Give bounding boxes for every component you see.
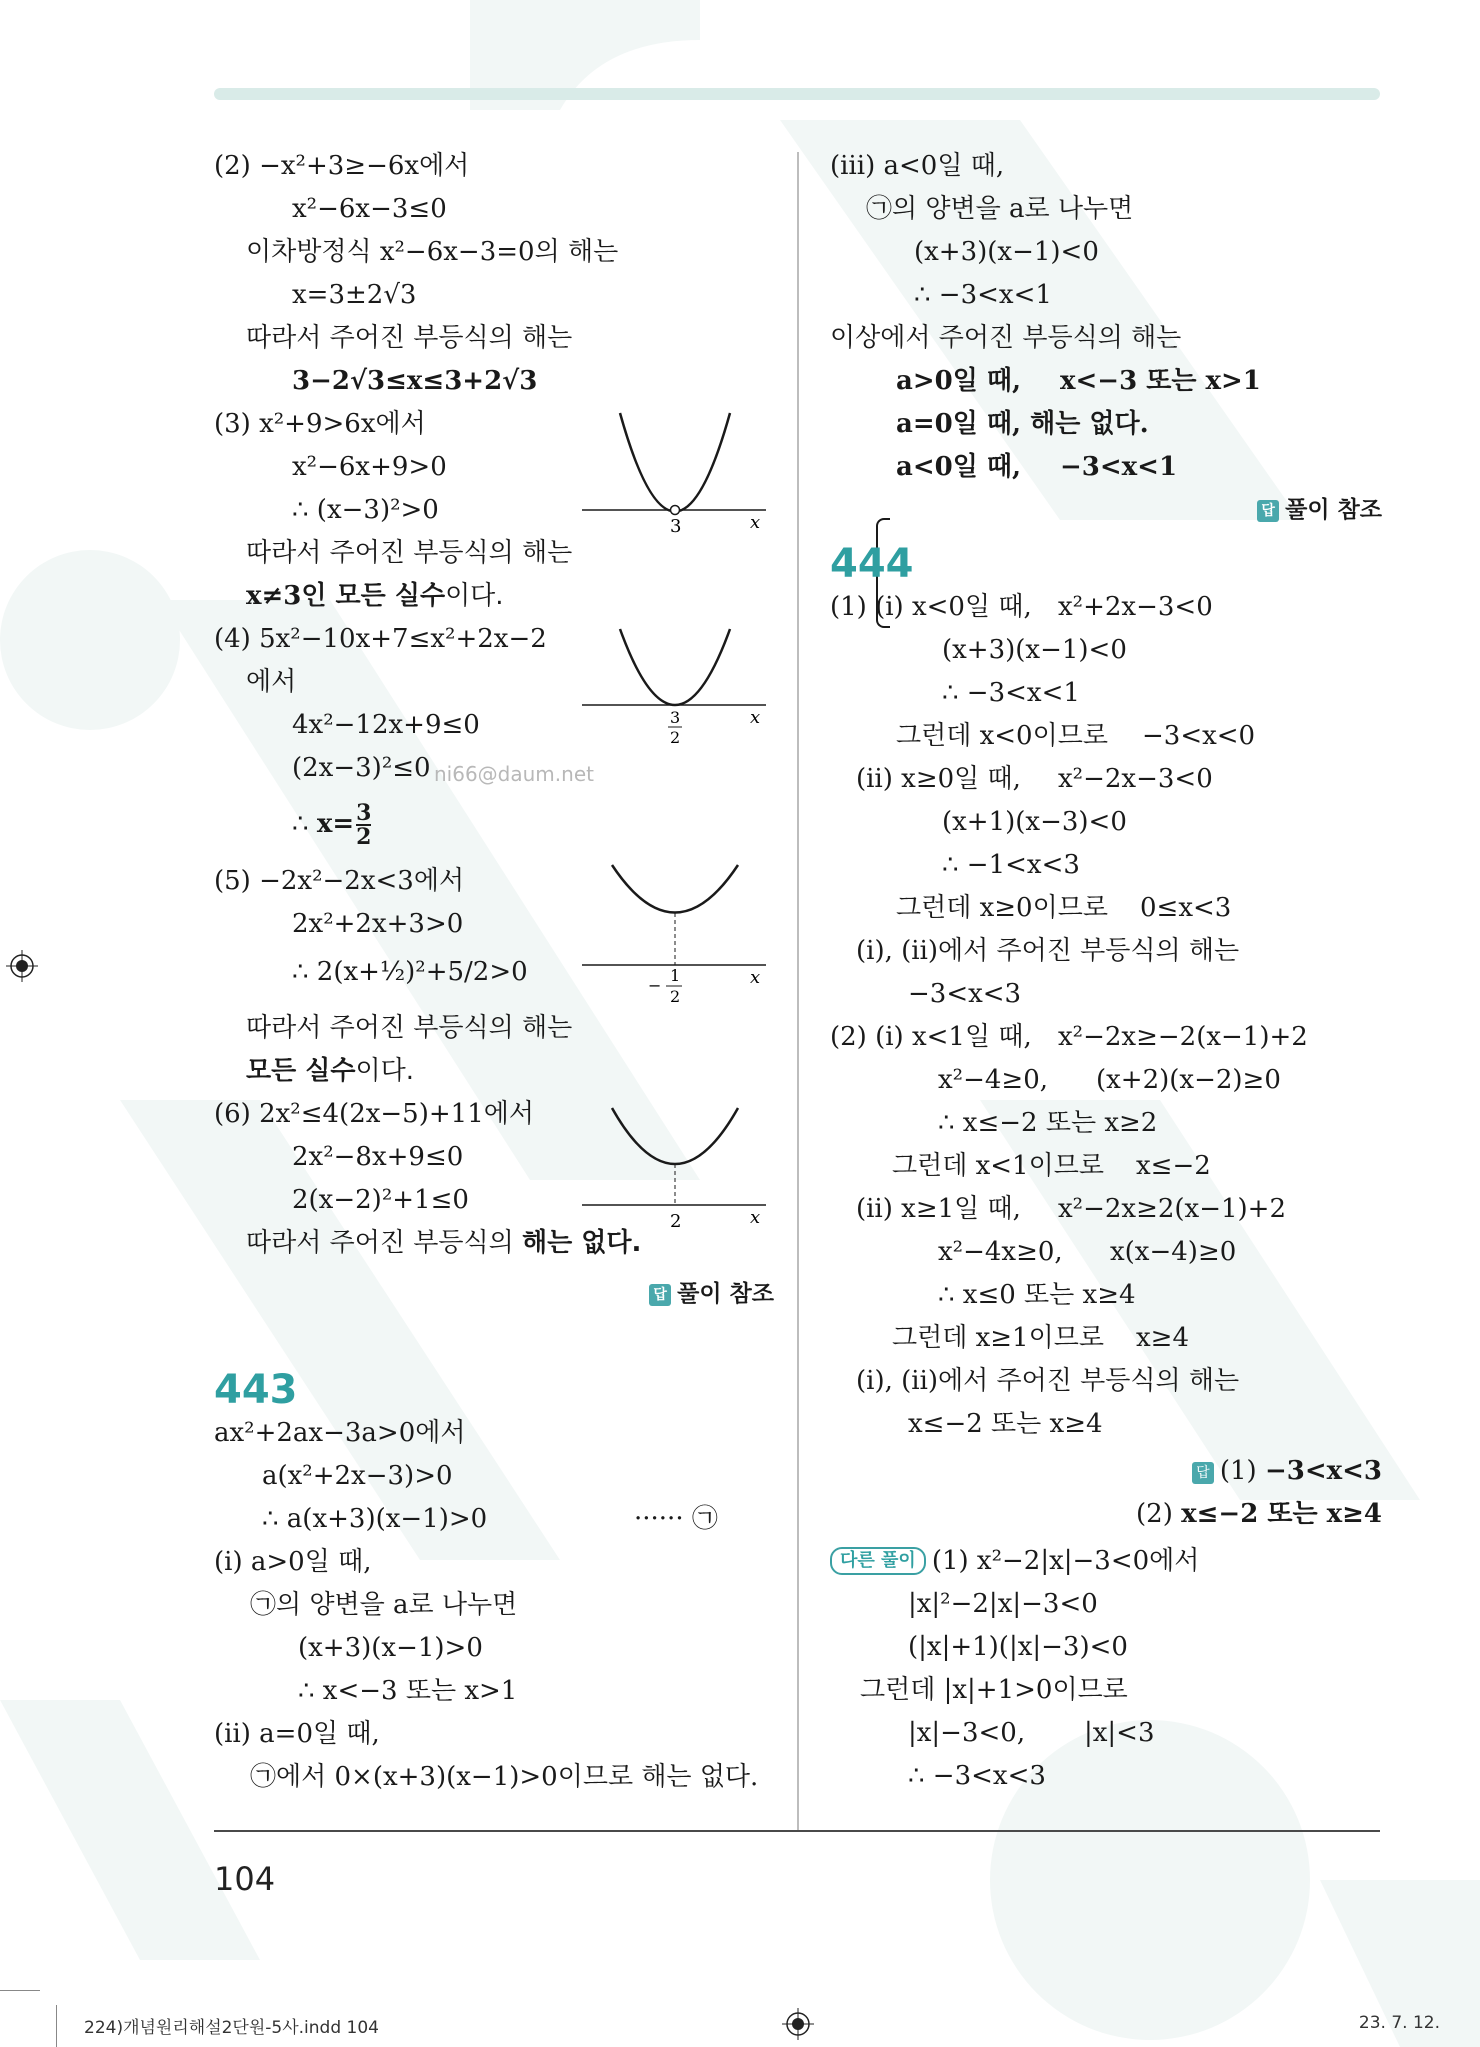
problem-5-heading: (5) −2x²−2x<3에서 [214, 866, 465, 896]
answer-part-value: −3<x<3 [1264, 1456, 1382, 1486]
q444-line: (x+3)(x−1)<0 [942, 635, 1127, 665]
q443-line: a(x²+2x−3)>0 [262, 1461, 453, 1491]
answer-part-label: (2) [1136, 1499, 1182, 1529]
solution-prefix: 따라서 주어진 부등식의 [246, 1228, 522, 1258]
parabola-graph-6 [580, 1100, 770, 1235]
parabola-graph-5 [580, 855, 770, 1005]
alt-solution-heading [830, 1545, 1199, 1577]
q444-line: x²−2x≥−2(x−1)+2 [1058, 1022, 1308, 1052]
q444-line: ∴ −1<x<3 [942, 850, 1080, 880]
summary-case-1: a>0일 때, [896, 366, 1022, 396]
q444-line: (x+2)(x−2)≥0 [1096, 1065, 1281, 1095]
parabola-graph-3 [580, 405, 770, 535]
problem-5-line: 따라서 주어진 부등식의 해는 [246, 1013, 573, 1043]
problem-2-line: x²−6x−3≤0 [292, 194, 447, 224]
bottom-rule [214, 1830, 1380, 1832]
problem-3-solution [246, 580, 504, 612]
answer-ref-right [1257, 494, 1382, 526]
q444-line: 그런데 x≥1이므로 [892, 1323, 1104, 1353]
q444-line: 그런데 x<1이므로 [892, 1151, 1104, 1181]
q444-line: x≤−2 또는 x≥4 [908, 1409, 1103, 1439]
answer-icon: 답 [1192, 1462, 1214, 1484]
problem-4-line: (2x−3)²≤0 [292, 753, 431, 783]
graph-tick-minus: − [648, 976, 662, 995]
solution-bold: 해는 없다. [521, 1228, 642, 1258]
solution-suffix: 이다. [445, 581, 504, 611]
summary-case-2: a=0일 때, 해는 없다. [896, 409, 1149, 439]
summary-case-3: a<0일 때, [896, 452, 1022, 482]
q444-line: 그런데 x<0이므로 [896, 721, 1108, 751]
problem-4-solution [292, 802, 371, 848]
summary-case-1-result: x<−3 또는 x>1 [1060, 366, 1261, 396]
graph-axis-label: x [750, 967, 761, 988]
problem-3-line: x²−6x+9>0 [292, 452, 447, 482]
case-3-heading: (ⅲ) a<0일 때, [830, 151, 1005, 181]
problem-5-line: ∴ 2(x+½)²+5/2>0 [292, 957, 528, 987]
answer-text: 풀이 참조 [1285, 497, 1382, 523]
fraction-numerator: 3 [356, 800, 372, 826]
email-watermark: ni66@daum.net [434, 762, 594, 786]
answer-text: 풀이 참조 [677, 1281, 774, 1307]
answer-444-part2 [1136, 1498, 1382, 1530]
q443-line: (x+3)(x−1)>0 [298, 1633, 483, 1663]
solution-suffix: 이다. [355, 1056, 415, 1086]
q444-line: (ⅱ) x≥1일 때, [856, 1194, 1021, 1224]
registration-mark-icon [782, 2008, 814, 2040]
solution-bold: x≠3인 모든 실수 [246, 581, 446, 611]
graph-tick-denominator: 2 [670, 987, 681, 1005]
footer-filename: 224)개념원리해설2단원-5사.indd 104 [84, 2018, 379, 2038]
therefore: ∴ [292, 809, 317, 839]
problem-6-line: 2(x−2)²+1≤0 [292, 1185, 469, 1215]
q443-line: ax²+2ax−3a>0에서 [214, 1418, 466, 1448]
crop-mark [0, 1990, 40, 1991]
solution-bold: 모든 실수 [246, 1056, 356, 1086]
q444-line: x≤−2 [1136, 1151, 1211, 1181]
problem-2-solution: 3−2√3≤x≤3+2√3 [292, 366, 538, 396]
crop-mark [56, 2005, 57, 2047]
q444-line: −3<x<3 [908, 979, 1022, 1009]
problem-3-line: ∴ (x−3)²>0 [292, 495, 439, 525]
q444-line: x²−2x−3<0 [1058, 764, 1213, 794]
alt-solution-line: |x|<3 [1084, 1718, 1155, 1748]
fraction-denominator: 2 [356, 824, 372, 850]
q444-line: ∴ x≤0 또는 x≥4 [938, 1280, 1136, 1310]
graph-tick-numerator: 1 [670, 966, 681, 985]
graph-tick-label: 2 [670, 1211, 682, 1232]
answer-part-value: x≤−2 또는 x≥4 [1181, 1499, 1382, 1529]
header-band [214, 88, 1380, 100]
alt-solution-line: |x|−3<0, [908, 1718, 1026, 1748]
problem-6-line: 2x²−8x+9≤0 [292, 1142, 464, 1172]
problem-4-line: 에서 [246, 667, 297, 697]
summary-case-3-result: −3<x<1 [1060, 452, 1178, 482]
alt-solution-line: ∴ −3<x<3 [908, 1761, 1046, 1791]
answer-444-part1 [1192, 1455, 1382, 1487]
problem-3-heading: (3) x²+9>6x에서 [214, 409, 426, 439]
problem-2-heading: (2) −x²+3≥−6x에서 [214, 151, 470, 181]
q444-line: x²+2x−3<0 [1058, 592, 1213, 622]
registration-mark-icon [6, 950, 38, 982]
q444-line: (ⅰ), (ⅱ)에서 주어진 부등식의 해는 [856, 1366, 1240, 1396]
alt-solution-line: (|x|+1)(|x|−3)<0 [908, 1632, 1128, 1662]
answer-part-label: (1) [1219, 1456, 1265, 1486]
graph-axis-label: x [750, 1207, 761, 1228]
q444-line: ∴ x≤−2 또는 x≥2 [938, 1108, 1158, 1138]
q444-line: x≥4 [1136, 1323, 1189, 1353]
problem-5-line: 2x²+2x+3>0 [292, 909, 464, 939]
q443-line: (ⅰ) a>0일 때, [214, 1547, 372, 1577]
q444-line: x(x−4)≥0 [1110, 1237, 1237, 1267]
q444-line: ∴ −3<x<1 [942, 678, 1080, 708]
case-3-line: ㉠의 양변을 a로 나누면 [866, 194, 1134, 224]
solution-bold: x= [316, 809, 355, 839]
q444-line: (ⅰ), (ⅱ)에서 주어진 부등식의 해는 [856, 936, 1240, 966]
case-3-line: 이상에서 주어진 부등식의 해는 [830, 323, 1182, 353]
graph-tick-denominator: 2 [670, 728, 681, 747]
problem-5-solution [246, 1055, 414, 1087]
problem-4-heading: (4) 5x²−10x+7≤x²+2x−2 [214, 624, 547, 654]
alt-solution-line: |x|²−2|x|−3<0 [908, 1589, 1098, 1619]
answer-icon: 답 [649, 1284, 671, 1306]
problem-6-heading: (6) 2x²≤4(2x−5)+11에서 [214, 1099, 534, 1129]
q444-line: (2) (ⅰ) x<1일 때, [830, 1022, 1032, 1052]
parabola-graph-4 [580, 625, 770, 755]
problem-4-line: 4x²−12x+9≤0 [292, 710, 480, 740]
q444-line: 그런데 x≥0이므로 [896, 893, 1108, 923]
graph-tick-label: 3 [670, 516, 682, 535]
problem-3-line: 따라서 주어진 부등식의 해는 [246, 538, 573, 568]
q444-line: (x+1)(x−3)<0 [942, 807, 1127, 837]
footer-date: 23. 7. 12. [1358, 2013, 1440, 2033]
graph-tick-numerator: 3 [670, 708, 681, 727]
q444-line: 0≤x<3 [1140, 893, 1232, 923]
q444-line: x²−2x≥2(x−1)+2 [1058, 1194, 1287, 1224]
q443-line: ㉠에서 0×(x+3)(x−1)>0이므로 해는 없다. [250, 1762, 759, 1792]
problem-2-line: 따라서 주어진 부등식의 해는 [246, 323, 573, 353]
q444-line: x²−4≥0, [938, 1065, 1049, 1095]
graph-axis-label: x [750, 707, 761, 728]
alt-solution-line: (1) x²−2|x|−3<0에서 [931, 1546, 1200, 1576]
q443-line: ∴ x<−3 또는 x>1 [298, 1676, 518, 1706]
case-3-line: (x+3)(x−1)<0 [914, 237, 1099, 267]
answer-icon: 답 [1257, 500, 1279, 522]
graph-axis-label: x [750, 512, 761, 533]
q443-line: ㉠의 양변을 a로 나누면 [250, 1590, 518, 1620]
q444-line: (ⅱ) x≥0일 때, [856, 764, 1021, 794]
q443-line: ∴ a(x+3)(x−1)>0 [262, 1504, 488, 1534]
alt-solution-badge: 다른 풀이 [830, 1547, 926, 1575]
case-3-line: ∴ −3<x<1 [914, 280, 1052, 310]
q444-line: −3<x<0 [1142, 721, 1256, 751]
q443-line: (ⅱ) a=0일 때, [214, 1719, 380, 1749]
alt-solution-line: 그런데 |x|+1>0이므로 [860, 1675, 1128, 1705]
q444-line: x²−4x≥0, [938, 1237, 1063, 1267]
page-number: 104 [214, 1860, 276, 1898]
problem-2-line: x=3±2√3 [292, 280, 417, 310]
answer-ref-left [649, 1278, 774, 1310]
problem-2-line: 이차방정식 x²−6x−3=0의 해는 [246, 237, 619, 267]
problem-number-443: 443 [214, 1367, 298, 1413]
column-divider [797, 152, 799, 1832]
problem-number-444: 444 [830, 541, 914, 587]
q444-line: (1) (ⅰ) x<0일 때, [830, 592, 1032, 622]
equation-tag: ······ ㉠ [634, 1504, 718, 1534]
